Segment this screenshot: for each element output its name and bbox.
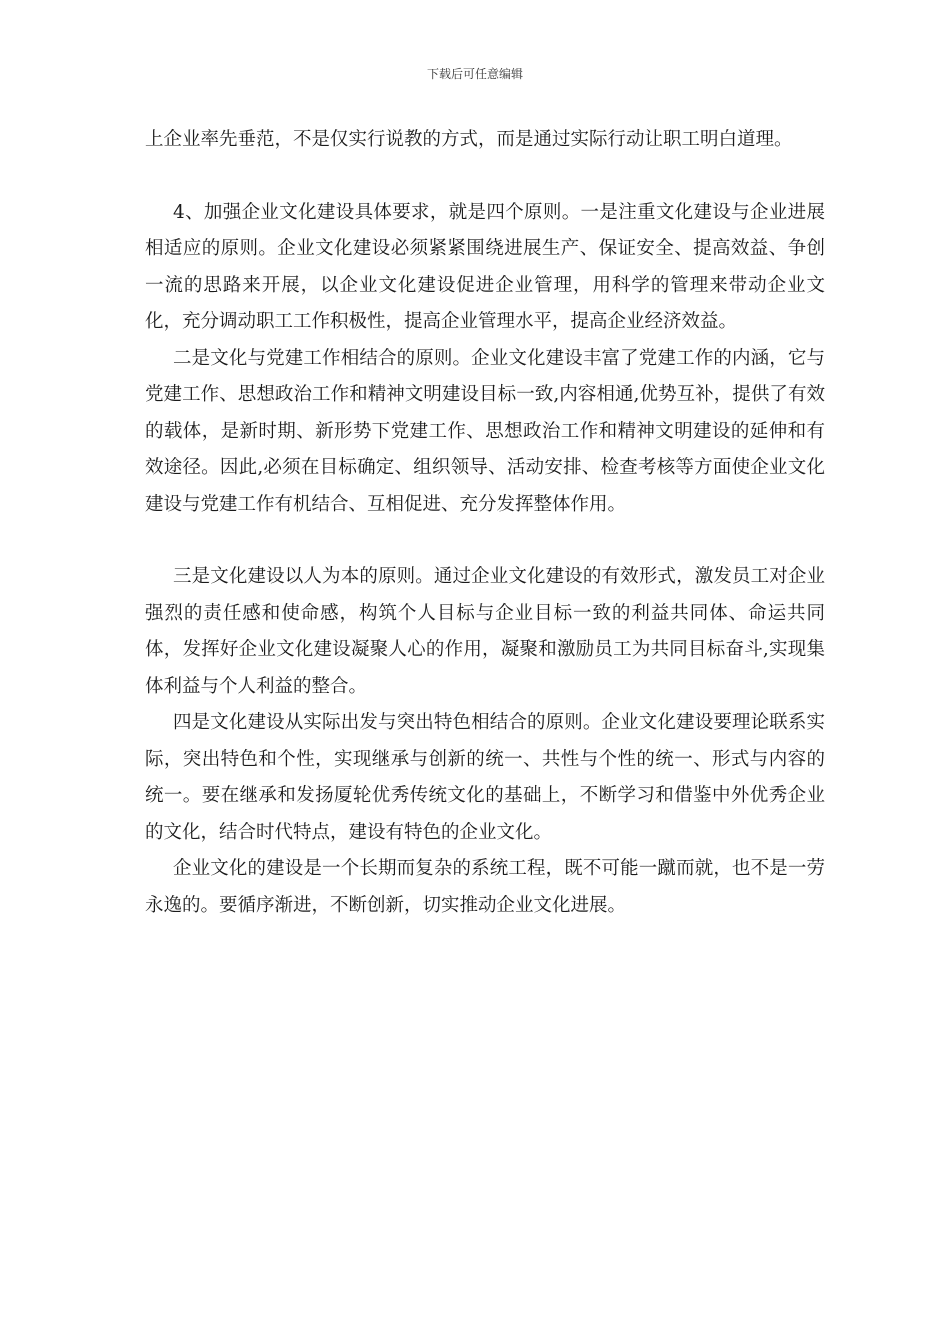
paragraph-principle-four: 四是文化建设从实际出发与突出特色相结合的原则。企业文化建设要理论联系实际，突出特色和个性，实现继承与创新的统一、共性与个性的统一、形式与内容的统一。要在继承和发扬厦轮优秀传统文化的基础上，不断学习和借鉴中外优秀企业的文化，结合时代特点，建设有特色的企业文化。 bbox=[145, 712, 825, 843]
page-header: 下载后可任意编辑 bbox=[426, 67, 523, 81]
paragraph-gap bbox=[145, 159, 825, 195]
paragraph-principles-intro: 4、加强企业文化建设具体要求，就是四个原则。一是注重文化建设与企业进展相适应的原则。企业文化建设必须紧紧围绕进展生产、保证安全、提高效益、争创一流的思路来开展，以企业文化建设促进企业管理，用科学的管理来带动企业文化，充分调动职工工作积极性，提高企业管理水平，提高企业经济效益。 bbox=[145, 201, 825, 332]
paragraph-principle-two: 二是文化与党建工作相结合的原则。企业文化建设丰富了党建工作的内涵，它与党建工作、思想政治工作和精神文明建设目标一致,内容相通,优势互补，提供了有效的载体，是新时期、新形势下党建工作、思想政治工作和精神文明建设的延伸和有效途径。因此,必须在目标确定、组织领导、活动安排、检查考核等方面使企业文化建设与党建工作有机结合、互相促进、充分发挥整体作用。 bbox=[145, 347, 825, 515]
paragraph-conclusion: 企业文化的建设是一个长期而复杂的系统工程，既不可能一蹴而就，也不是一劳永逸的。要循序渐进，不断创新，切实推动企业文化进展。 bbox=[145, 858, 825, 916]
paragraph-continuation: 上企业率先垂范，不是仅实行说教的方式，而是通过实际行动让职工明白道理。 bbox=[145, 129, 793, 150]
paragraph-principle-three: 三是文化建设以人为本的原则。通过企业文化建设的有效形式，激发员工对企业强烈的责任感和使命感，构筑个人目标与企业目标一致的利益共同体、命运共同体，发挥好企业文化建设凝聚人心的作用，凝聚和激励员工为共同目标奋斗,实现集体利益与个人利益的整合。 bbox=[145, 566, 825, 697]
document-body bbox=[145, 122, 825, 924]
paragraph-gap bbox=[145, 523, 825, 559]
